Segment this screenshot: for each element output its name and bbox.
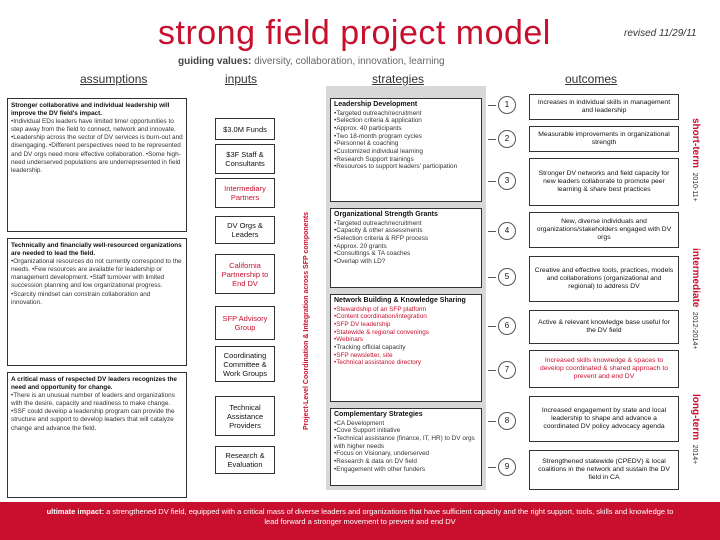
outcome-box: Creative and effective tools, practices, models and collaborations (organizational and regional) to address DV (529, 256, 679, 302)
outcome-number: 2 (498, 130, 516, 148)
strategy-box (330, 408, 482, 486)
assumption-heading: Technically and financially well-resourced organizations are needed to lead the field. (11, 242, 182, 258)
term-label (688, 248, 706, 350)
strategy-item: •Cove Support initiative (334, 427, 401, 435)
strategy-item: •CA Development (334, 419, 385, 427)
strategy-heading: Leadership Development (334, 101, 418, 108)
strategy-heading: Organizational Strength Grants (334, 211, 438, 218)
strategy-item: •Targeted outreach/recruitment (334, 109, 422, 117)
assumption-body: •Organizational resources do not currently correspond to the needs. •Few resources are available for leadership or management development. •Staff turnover with limited succession planning and low organizational progress. •Scarcity mindset can constrain collaboration and innovation. (11, 258, 182, 306)
outcome-number: 7 (498, 361, 516, 379)
connector-line (488, 231, 496, 232)
strategy-item: •Content coordination/integration (334, 313, 427, 321)
assumption-heading: Stronger collaborative and individual leadership will improve the DV field's impact. (11, 102, 170, 118)
strategy-item: •Targeted outreach/recruitment (334, 219, 422, 227)
outcome-box: Stronger DV networks and field capacity for new leaders collaborate to promote peer learning & share best practices (529, 158, 679, 206)
outcome-number: 8 (498, 412, 516, 430)
strategy-item: •Capacity & other assessments (334, 227, 423, 235)
strategies-heading: strategies (372, 72, 425, 86)
strategy-heading: Network Building & Knowledge Sharing (334, 297, 466, 304)
strategy-item: •Research & data on DV field (334, 458, 417, 466)
strategy-item: •Resources to support leaders' participation (334, 163, 458, 171)
connector-line (488, 277, 496, 278)
term-name: long-term (690, 394, 701, 441)
term-label (688, 118, 706, 202)
outcome-number: 5 (498, 268, 516, 286)
strategy-item: •Stewardship of an SFP platform (334, 305, 427, 313)
strategy-item: •Approx. 20 grants (334, 242, 387, 250)
outcome-number: 1 (498, 96, 516, 114)
input-box: DV Orgs & Leaders (215, 216, 275, 244)
strategy-item: •Two 18-month program cycles (334, 132, 422, 140)
outcome-box: Measurable improvements in organizational strength (529, 126, 679, 152)
term-years: 2014+ (691, 444, 698, 465)
input-box: $3F Staff & Consultants (215, 144, 275, 174)
strategy-heading: Complementary Strategies (334, 411, 423, 418)
term-years: 2012-2014+ (691, 311, 698, 350)
strategy-item: •Overlap with LD? (334, 258, 386, 266)
connector-line (488, 370, 496, 371)
input-box: Intermediary Partners (215, 178, 275, 208)
assumptions-heading: assumptions (80, 72, 148, 86)
strategy-item: •Selection criteria & application (334, 117, 422, 125)
guiding-values-label: guiding values: (178, 56, 252, 67)
assumption-body: •Individual EDs leaders have limited time/ opportunities to step away from the field to connect, network and innovate. •Leadership across the sector of DV services is burn-out and disengaging. •Different perspectives need to be represented and DV orgs need more effective collaboration. •Some high-need underserved populations are underrepresented in field leadership. (11, 118, 183, 174)
outcome-number: 4 (498, 222, 516, 240)
input-box: Coordinating Committee & Work Groups (215, 346, 275, 382)
strategy-item: •Statewide & regional convenings (334, 328, 429, 336)
strategy-item: •Webinars (334, 336, 364, 344)
input-box: SFP Advisory Group (215, 306, 275, 340)
strategy-item: •Research Support trainings (334, 155, 414, 163)
connector-line (488, 105, 496, 106)
term-name: intermediate (690, 248, 701, 308)
strategy-item: •Technical assistance (finance, IT, HR) to DV orgs with higher needs (334, 434, 475, 450)
strategy-item: •Selection criteria & RFP process (334, 234, 429, 242)
outcome-box: Strengthened statewide (CPEDV) & local coalitions in the network and sustain the DV field in CA (529, 450, 679, 490)
assumption-box (7, 238, 187, 366)
strategy-item: •Personnel & coaching (334, 140, 399, 148)
strategy-item: •Customized individual learning (334, 148, 423, 156)
strategy-item: •Approx. 40 participants (334, 124, 402, 132)
strategy-item: •Consultings & TA coaches (334, 250, 411, 258)
connector-line (488, 326, 496, 327)
assumption-box (7, 372, 187, 498)
outcome-box: New, diverse individuals and organizations/stakeholders engaged with DV orgs (529, 212, 679, 248)
connector-line (488, 181, 496, 182)
strategy-item: •Tracking official capacity (334, 344, 406, 352)
ultimate-impact-text: a strengthened DV field, equipped with a critical mass of diverse leaders and organizations that have sufficient capacity and the right support, tools, skills and knowledge to lead forward a stronger movement to prevent and end DV (104, 507, 674, 526)
outcome-box: Increased skills knowledge & spaces to develop coordinated & shared approach to prevent and end DV (529, 350, 679, 388)
assumption-box (7, 98, 187, 232)
outcome-number: 9 (498, 458, 516, 476)
outcomes-heading: outcomes (565, 72, 618, 86)
connector-line (488, 139, 496, 140)
ultimate-impact-label: ultimate impact: (46, 507, 105, 516)
guiding-values (178, 56, 445, 67)
strategy-box (330, 294, 482, 402)
input-box: California Partnership to End DV (215, 254, 275, 294)
outcome-box: Increased engagement by state and local leadership to shape and advance a coordinated DV policy advocacy agenda (529, 396, 679, 442)
outcome-box: Active & relevant knowledge base useful for the DV field (529, 310, 679, 344)
strategy-item: •Focus on Visionary, underserved (334, 450, 430, 458)
revised-date: revised 11/29/11 (624, 28, 697, 39)
outcome-number: 6 (498, 317, 516, 335)
strategy-item: •Technical assistance directory (334, 359, 422, 367)
strategy-item: •SFP DV leadership (334, 320, 391, 328)
outcome-number: 3 (498, 172, 516, 190)
input-box: Technical Assistance Providers (215, 396, 275, 436)
coordination-label: Project-Level Coordination & Integration across SFP components (303, 211, 310, 430)
guiding-values-list: diversity, collaboration, innovation, learning (254, 56, 445, 67)
input-box: Research & Evaluation (215, 446, 275, 474)
connector-line (488, 421, 496, 422)
assumption-body: •There is an unusual number of leaders and organizations with the desire, capacity and readiness to make change. •SSF could develop a leadership program can provide the structure and support to develop leaders that will catalyze change and advance the field. (11, 392, 175, 432)
strategy-box (330, 98, 482, 202)
strategy-item: •Engagement with other funders (334, 465, 426, 473)
input-box: $3.0M Funds (215, 118, 275, 140)
connector-line (488, 467, 496, 468)
term-years: 2010-11+ (691, 172, 698, 202)
term-name: short-term (690, 118, 701, 169)
ultimate-impact-banner (0, 502, 720, 540)
term-label (688, 394, 706, 464)
assumption-heading: A critical mass of respected DV leaders recognizes the need and opportunity for change. (11, 376, 177, 392)
inputs-heading: inputs (225, 72, 258, 86)
strategy-box (330, 208, 482, 288)
page-title: strong field project model (158, 14, 551, 52)
outcome-box: Increases in individual skills in management and leadership (529, 94, 679, 120)
strategy-item: •SFP newsletter, site (334, 351, 393, 359)
